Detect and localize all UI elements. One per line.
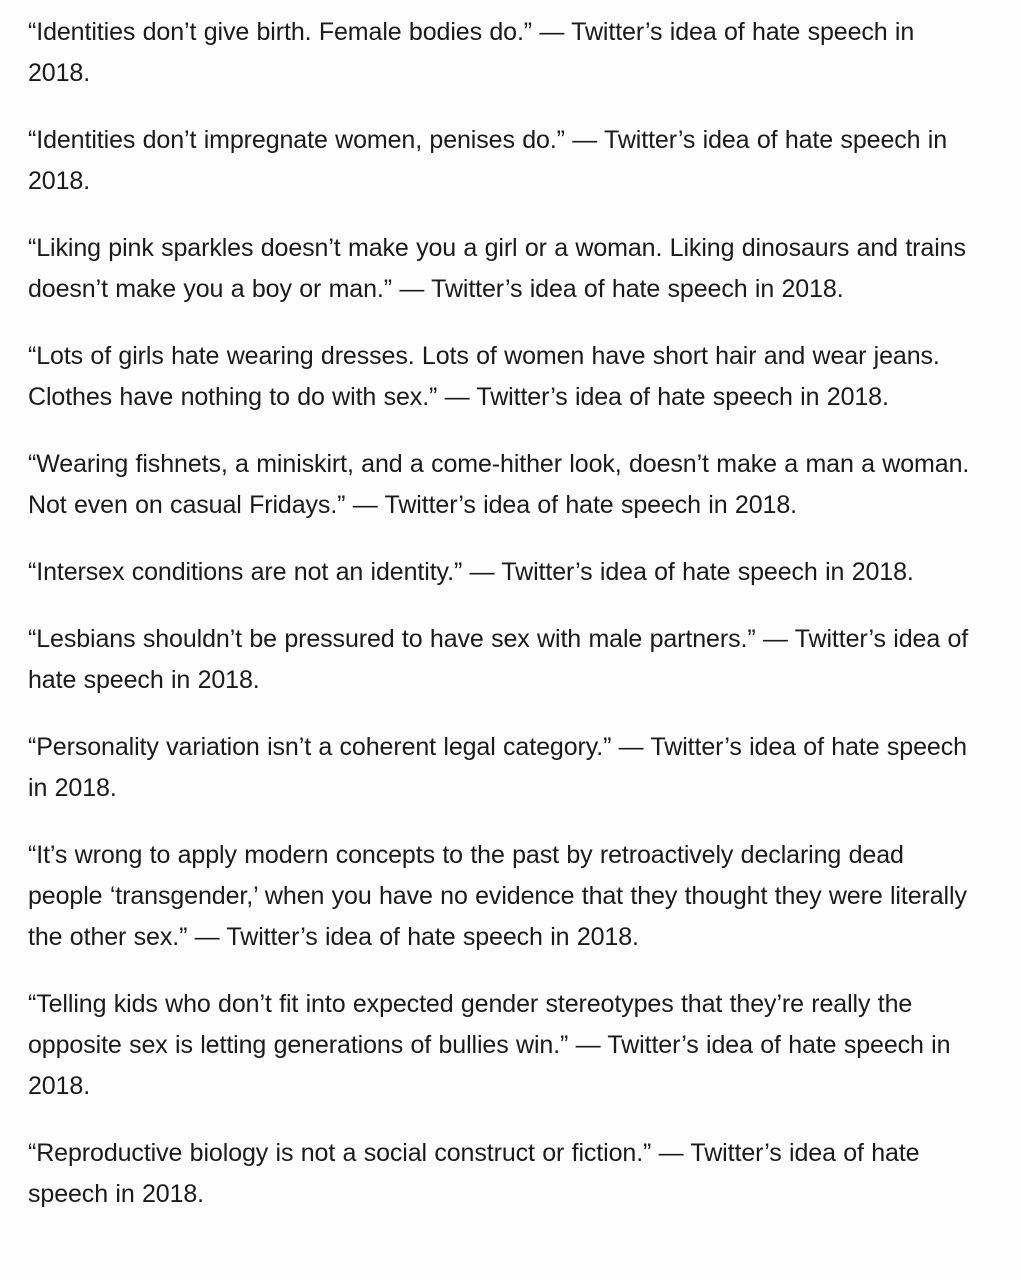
quote-paragraph: “Lesbians shouldn’t be pressured to have sex with male partners.” — Twitter’s idea of hate speech in 2018. <box>28 625 969 694</box>
quote-paragraph: “Intersex conditions are not an identity.” — Twitter’s idea of hate speech in 2018. <box>28 558 914 586</box>
quote-paragraph: “It’s wrong to apply modern concepts to the past by retroactively declaring dead people ‘transgender,’ when you have no evidence that they thought they were literally the other sex.” — Twitter’s idea of hate speech in 2018. <box>28 841 967 951</box>
quote-paragraph: “Identities don’t give birth. Female bodies do.” — Twitter’s idea of hate speech in 2018. <box>28 18 915 87</box>
quote-paragraph: “Reproductive biology is not a social construct or fiction.” — Twitter’s idea of hate speech in 2018. <box>28 1139 920 1208</box>
quote-paragraph: “Lots of girls hate wearing dresses. Lots of women have short hair and wear jeans. Clothes have nothing to do with sex.” — Twitter’s idea of hate speech in 2018. <box>28 342 940 411</box>
quote-paragraph: “Wearing fishnets, a miniskirt, and a come-hither look, doesn’t make a man a woman. Not even on casual Fridays.” — Twitter’s idea of hate speech in 2018. <box>28 450 970 519</box>
quote-paragraph: “Liking pink sparkles doesn’t make you a girl or a woman. Liking dinosaurs and trains doesn’t make you a boy or man.” — Twitter’s idea of hate speech in 2018. <box>28 234 966 303</box>
quote-paragraph: “Personality variation isn’t a coherent legal category.” — Twitter’s idea of hate speech in 2018. <box>28 733 967 802</box>
quote-paragraph: “Telling kids who don’t fit into expected gender stereotypes that they’re really the opposite sex is letting generations of bullies win.” — Twitter’s idea of hate speech in 2018. <box>28 990 951 1100</box>
quote-paragraph: “Identities don’t impregnate women, penises do.” — Twitter’s idea of hate speech in 2018. <box>28 126 948 195</box>
